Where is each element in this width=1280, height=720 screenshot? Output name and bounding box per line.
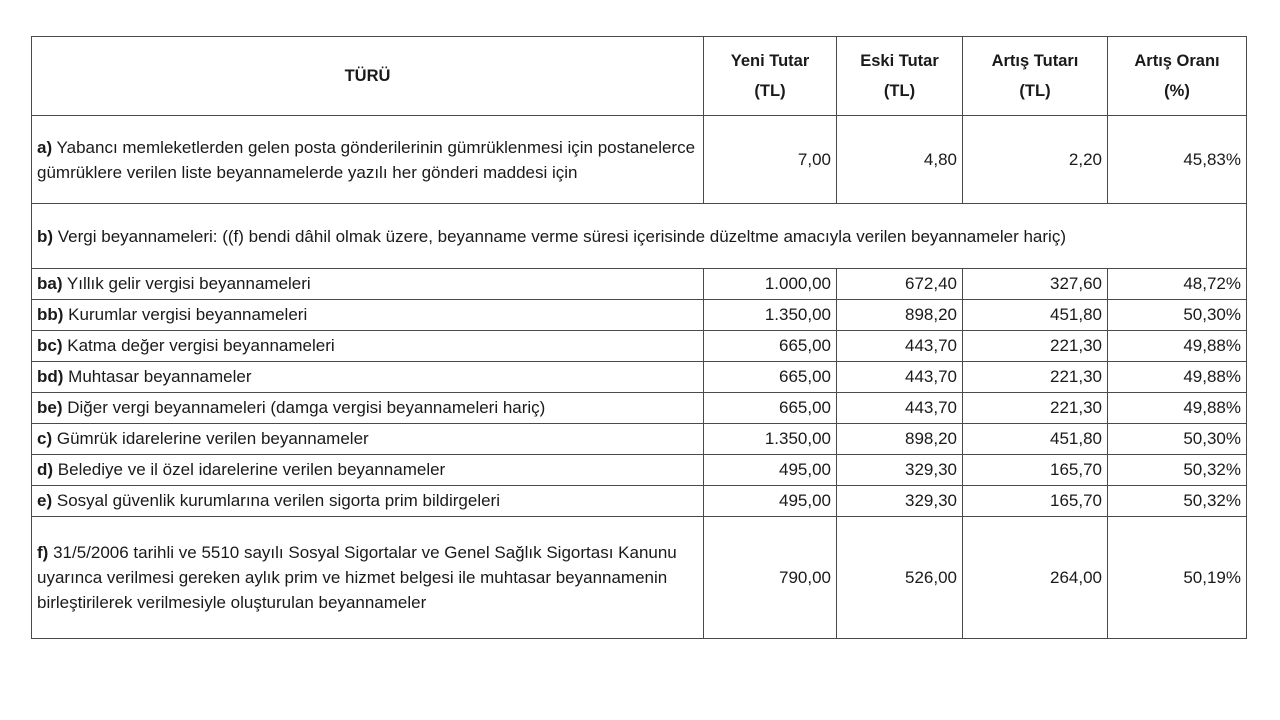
table-body bbox=[32, 116, 1247, 639]
row-description bbox=[32, 486, 704, 517]
cell-artis-tutari: 264,00 bbox=[963, 517, 1108, 639]
row-code: bb) bbox=[37, 305, 64, 324]
row-description bbox=[32, 424, 704, 455]
row-code: bc) bbox=[37, 336, 63, 355]
header-artis-tutari bbox=[963, 37, 1108, 116]
cell-artis-tutari: 2,20 bbox=[963, 116, 1108, 204]
table-row bbox=[32, 362, 1247, 393]
cell-artis-tutari: 451,80 bbox=[963, 424, 1108, 455]
row-code: d) bbox=[37, 460, 54, 479]
cell-eski-tutar: 672,40 bbox=[837, 269, 963, 300]
cell-yeni-tutar: 1.350,00 bbox=[704, 300, 837, 331]
cell-eski-tutar: 443,70 bbox=[837, 331, 963, 362]
row-text: 31/5/2006 tarihli ve 5510 sayılı Sosyal Sigortalar ve Genel Sağlık Sigortası Kanunu uyarınca verilmesi gereken aylık prim ve hizmet belgesi ile muhtasar beyannamenin birleştirilerek verilmesiyle oluşturulan beyannameler bbox=[37, 543, 677, 612]
table-row bbox=[32, 269, 1247, 300]
header-artis-orani bbox=[1108, 37, 1247, 116]
cell-artis-tutari: 221,30 bbox=[963, 362, 1108, 393]
cell-yeni-tutar: 495,00 bbox=[704, 455, 837, 486]
row-text: Sosyal güvenlik kurumlarına verilen sigorta prim bildirgeleri bbox=[56, 491, 500, 510]
cell-artis-tutari: 221,30 bbox=[963, 393, 1108, 424]
row-description bbox=[32, 455, 704, 486]
row-description bbox=[32, 300, 704, 331]
row-code: b) bbox=[37, 226, 54, 246]
row-text: Diğer vergi beyannameleri (damga vergisi beyannameleri hariç) bbox=[67, 398, 546, 417]
row-text: Muhtasar beyannameler bbox=[68, 367, 252, 386]
table-row bbox=[32, 517, 1247, 639]
header-yeni-tutar-line1: Yeni Tutar bbox=[730, 52, 810, 70]
cell-yeni-tutar: 665,00 bbox=[704, 331, 837, 362]
cell-yeni-tutar: 790,00 bbox=[704, 517, 837, 639]
row-code: e) bbox=[37, 491, 53, 510]
table-row bbox=[32, 455, 1247, 486]
row-text: Gümrük idarelerine verilen beyannameler bbox=[56, 429, 369, 448]
cell-artis-orani: 50,32% bbox=[1108, 486, 1247, 517]
row-description bbox=[32, 116, 704, 204]
cell-yeni-tutar: 665,00 bbox=[704, 393, 837, 424]
row-text: Kurumlar vergisi beyannameleri bbox=[68, 305, 308, 324]
row-text: Yabancı memleketlerden gelen posta gönderilerinin gümrüklenmesi için postanelerce gümrüklere verilen liste beyannamelerde yazılı her gönderi maddesi için bbox=[37, 137, 696, 182]
table-row bbox=[32, 116, 1247, 204]
cell-eski-tutar: 443,70 bbox=[837, 393, 963, 424]
row-code: c) bbox=[37, 429, 53, 448]
row-description bbox=[32, 393, 704, 424]
cell-artis-orani: 50,19% bbox=[1108, 517, 1247, 639]
header-eski-tutar-line1: Eski Tutar bbox=[860, 52, 939, 70]
header-yeni-tutar bbox=[704, 37, 837, 116]
row-description bbox=[32, 269, 704, 300]
cell-artis-orani: 49,88% bbox=[1108, 393, 1247, 424]
table-row bbox=[32, 331, 1247, 362]
cell-artis-orani: 50,30% bbox=[1108, 300, 1247, 331]
cell-eski-tutar: 898,20 bbox=[837, 424, 963, 455]
cell-eski-tutar: 329,30 bbox=[837, 455, 963, 486]
cell-eski-tutar: 4,80 bbox=[837, 116, 963, 204]
cell-yeni-tutar: 665,00 bbox=[704, 362, 837, 393]
cell-artis-orani: 48,72% bbox=[1108, 269, 1247, 300]
header-artis-orani-line1: Artış Oranı bbox=[1134, 52, 1220, 70]
header-yeni-tutar-line2: (TL) bbox=[754, 82, 786, 100]
cell-yeni-tutar: 7,00 bbox=[704, 116, 837, 204]
row-text: Belediye ve il özel idarelerine verilen beyannameler bbox=[57, 460, 446, 479]
table-row bbox=[32, 300, 1247, 331]
cell-artis-orani: 49,88% bbox=[1108, 362, 1247, 393]
cell-artis-orani: 45,83% bbox=[1108, 116, 1247, 204]
cell-artis-tutari: 165,70 bbox=[963, 486, 1108, 517]
row-description bbox=[32, 362, 704, 393]
cell-artis-orani: 50,32% bbox=[1108, 455, 1247, 486]
header-artis-tutari-line1: Artış Tutarı bbox=[991, 52, 1079, 70]
cell-yeni-tutar: 1.000,00 bbox=[704, 269, 837, 300]
cell-artis-tutari: 327,60 bbox=[963, 269, 1108, 300]
table-row bbox=[32, 393, 1247, 424]
row-code: a) bbox=[37, 137, 53, 157]
row-code: ba) bbox=[37, 274, 63, 293]
header-artis-tutari-line2: (TL) bbox=[1019, 82, 1051, 100]
cell-artis-orani: 50,30% bbox=[1108, 424, 1247, 455]
table-row bbox=[32, 424, 1247, 455]
table-row bbox=[32, 204, 1247, 269]
header-artis-orani-line2: (%) bbox=[1164, 82, 1190, 100]
cell-eski-tutar: 526,00 bbox=[837, 517, 963, 639]
cell-eski-tutar: 329,30 bbox=[837, 486, 963, 517]
fee-table bbox=[31, 36, 1247, 639]
cell-artis-orani: 49,88% bbox=[1108, 331, 1247, 362]
cell-yeni-tutar: 1.350,00 bbox=[704, 424, 837, 455]
cell-artis-tutari: 451,80 bbox=[963, 300, 1108, 331]
row-description bbox=[32, 517, 704, 639]
header-turu: TÜRÜ bbox=[32, 37, 704, 116]
header-row bbox=[32, 37, 1247, 116]
row-text: Katma değer vergisi beyannameleri bbox=[67, 336, 335, 355]
header-eski-tutar-line2: (TL) bbox=[883, 82, 916, 100]
cell-eski-tutar: 898,20 bbox=[837, 300, 963, 331]
table-row bbox=[32, 486, 1247, 517]
cell-artis-tutari: 221,30 bbox=[963, 331, 1108, 362]
header-eski-tutar bbox=[837, 37, 963, 116]
row-code: f) bbox=[37, 543, 49, 562]
row-text: Vergi beyannameleri: ((f) bendi dâhil olmak üzere, beyanname verme süresi içerisinde düzeltme amacıyla verilen beyannameler hariç) bbox=[57, 226, 1066, 246]
row-code: bd) bbox=[37, 367, 64, 386]
row-description bbox=[32, 331, 704, 362]
cell-artis-tutari: 165,70 bbox=[963, 455, 1108, 486]
cell-eski-tutar: 443,70 bbox=[837, 362, 963, 393]
cell-yeni-tutar: 495,00 bbox=[704, 486, 837, 517]
row-code: be) bbox=[37, 398, 63, 417]
row-text: Yıllık gelir vergisi beyannameleri bbox=[66, 274, 311, 293]
row-description bbox=[32, 204, 1247, 269]
